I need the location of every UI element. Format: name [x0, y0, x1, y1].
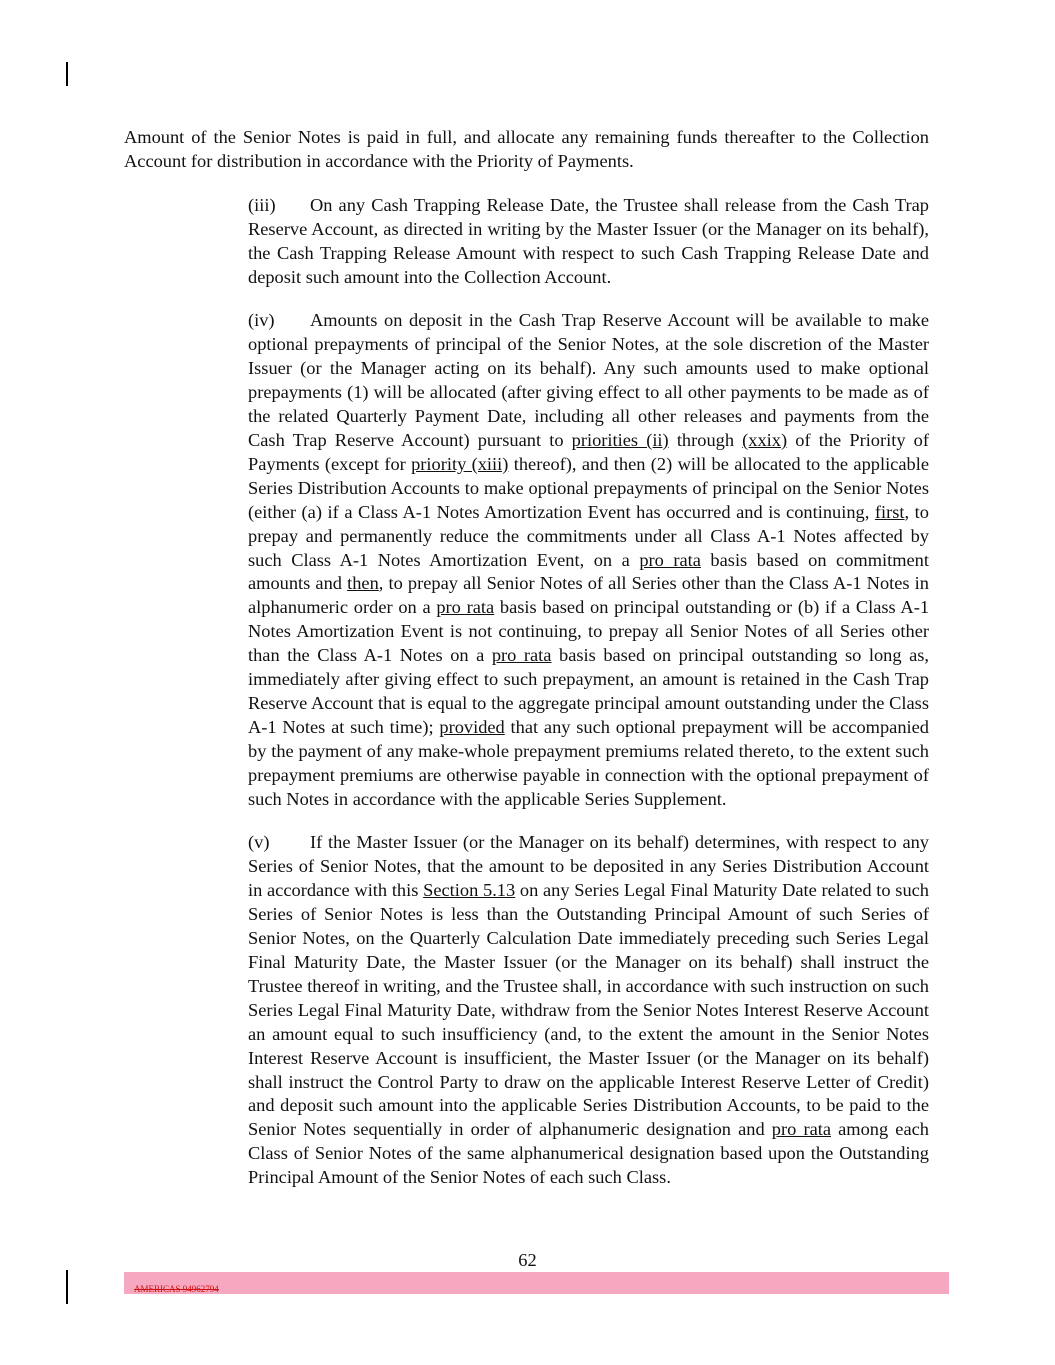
- change-bar-top: [66, 62, 68, 86]
- paragraph-number: (iii): [248, 194, 276, 215]
- underlined-term: priority (xiii): [411, 453, 509, 474]
- underlined-term: then: [347, 573, 379, 594]
- underlined-term: priorities (ii): [571, 429, 669, 450]
- page-number: 62: [518, 1250, 537, 1270]
- underlined-term: provided: [439, 716, 505, 737]
- underlined-term: pro rata: [491, 645, 552, 666]
- footer-band: [124, 1272, 949, 1294]
- paragraph-v: (v) If the Master Issuer (or the Manager on its behalf) determines, with respect to any Series of Senior Notes, that the amount to be deposited in any Series Distribution Account in accordance with this Section 5.13 on any Series Legal Final Maturity Date related to such Series of Senior Notes is less than the Outstanding Principal Amount of such Series of Senior Notes, on the Quarterly Calculation Date immediately preceding such Series Legal Final Maturity Date, the Master Issuer (or the Manager on its behalf) shall instruct the Trustee thereof in writing, and the Trustee shall, in accordance with such instruction on such Series Legal Final Maturity Date, withdraw from the Senior Notes Interest Reserve Account an amount equal to such insufficiency (and, to the extent the amount in the Senior Notes Interest Reserve Account is insufficient, the Master Issuer (or the Manager on its behalf) shall instruct the Control Party to draw on the applicable Interest Reserve Letter of Credit) and deposit such amount into the applicable Series Distribution Accounts, to be paid to the Senior Notes sequentially in order of alphanumeric designation and pro rata among each Class of Senior Notes of the same alphanumerical designation based upon the Outstanding Principal Amount of the Senior Notes of each such Class.: [248, 832, 929, 1188]
- paragraph-iii: (iii) On any Cash Trapping Release Date, the Trustee shall release from the Cash Trap Reserve Account, as directed in writing by the Master Issuer (or the Manager on its behalf), the Cash Trapping Release Amount with respect to such Cash Trapping Release Date and deposit such amount into the Collection Account.: [248, 194, 929, 287]
- paragraph-number: (v): [248, 832, 270, 853]
- change-bar-bottom: [66, 1270, 68, 1304]
- underlined-term: first: [874, 501, 905, 522]
- section-reference: Section 5.13: [423, 880, 516, 901]
- underlined-term: (xxix): [742, 429, 788, 450]
- paragraph-iv: (iv) Amounts on deposit in the Cash Trap Reserve Account will be available to make optional prepayments of principal of the Senior Notes, at the sole discretion of the Master Issuer (or the Manager acting on its behalf). Any such amounts used to make optional prepayments (1) will be allocated (after giving effect to all other payments to be made as of the related Quarterly Payment Date, including all other releases and payments from the Cash Trap Reserve Account) pursuant to priorities (ii) through (xxix) of the Priority of Payments (except for priority (xiii) thereof), and then (2) will be allocated to the applicable Series Distribution Accounts to make optional prepayments of principal on the Senior Notes (either (a) if a Class A-1 Notes Amortization Event has occurred and is continuing, first, to prepay and permanently reduce the commitments under all Class A-1 Notes affected by such Class A-1 Notes Amortization Event, on a pro rata basis based on commitment amounts and then, to prepay all Senior Notes of all Series other than the Class A-1 Notes in alphanumeric order on a pro rata basis based on principal outstanding or (b) if a Class A-1 Notes Amortization Event is not continuing, to prepay all Senior Notes of all Series other than the Class A-1 Notes on a pro rata basis based on principal outstanding so long as, immediately after giving effect to such prepayment, an amount is retained in the Cash Trap Reserve Account that is equal to the aggregate principal amount outstanding under the Class A-1 Notes at such time); provided that any such optional prepayment will be accompanied by the payment of any make-whole prepayment premiums related thereto, to the extent such prepayment premiums are otherwise payable in connection with the optional prepayment of such Notes in accordance with the applicable Series Supplement.: [248, 310, 930, 809]
- paragraph-continuation: Amount of the Senior Notes is paid in full, and allocate any remaining funds thereafter to the Collection Account for distribution in accordance with the Priority of Payments.: [124, 127, 929, 171]
- document-body: [124, 126, 929, 1210]
- document-id: AMERICAS 94962794: [134, 1284, 219, 1294]
- underlined-term: pro rata: [771, 1119, 831, 1140]
- underlined-term: pro rata: [436, 597, 495, 618]
- underlined-term: pro rata: [639, 549, 701, 570]
- paragraph-number: (iv): [248, 310, 275, 331]
